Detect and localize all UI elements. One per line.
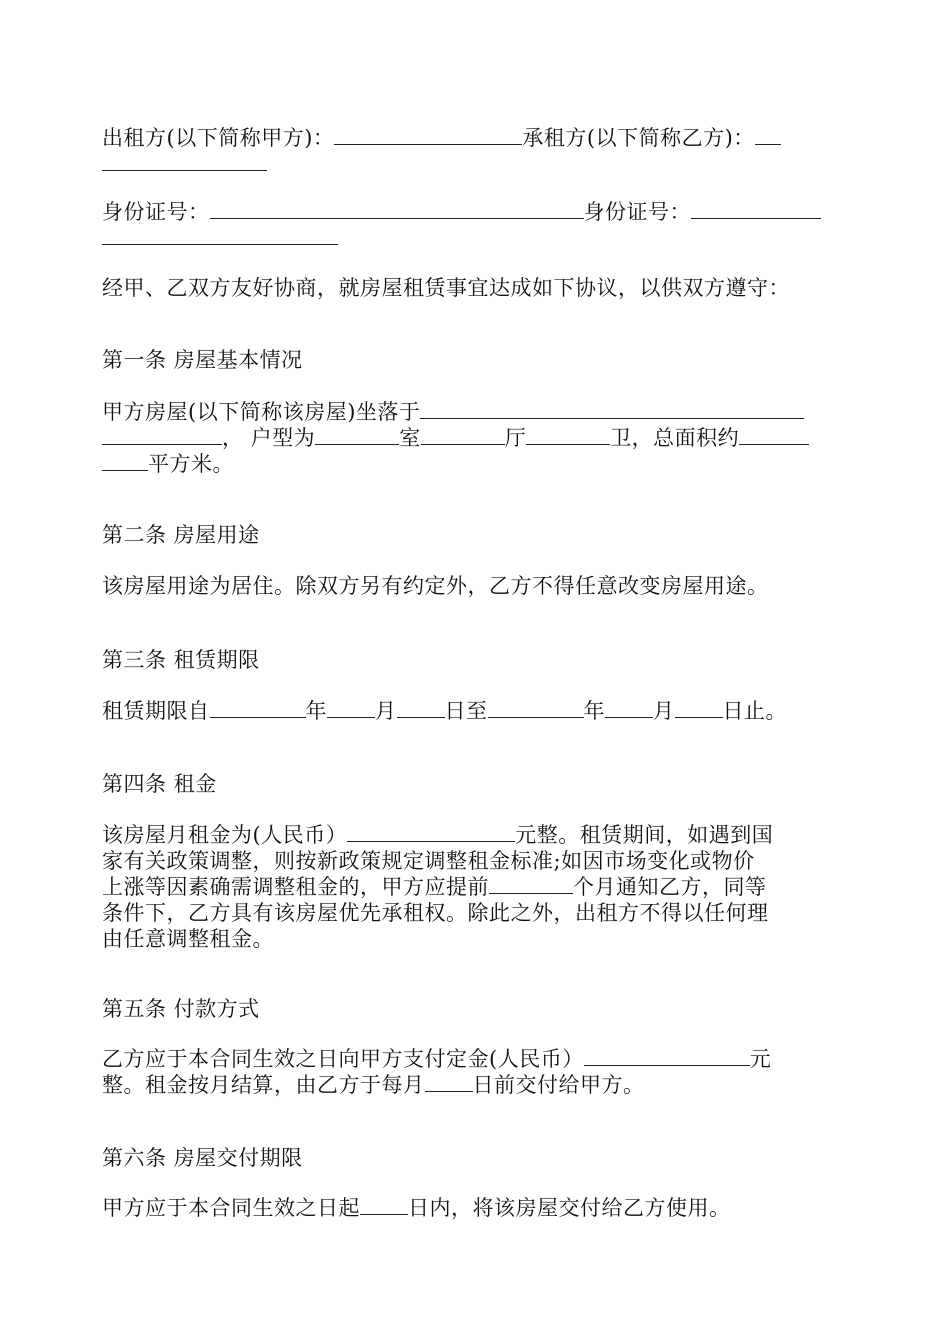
- article1-line1: [102, 399, 804, 425]
- lessor-name-blank[interactable]: [334, 126, 522, 145]
- article4-line1: [102, 822, 773, 848]
- article4-text3a: 上涨等因素确需调整租金的，甲方应提前: [102, 875, 489, 899]
- article1-line3: [102, 451, 234, 477]
- area-blank-cont[interactable]: [102, 452, 148, 471]
- article6-line: [102, 1195, 731, 1221]
- article4-text3b: 个月通知乙方，同等: [573, 875, 767, 899]
- article5-text1b: 元: [749, 1047, 772, 1071]
- article4-text1a: 该房屋月租金为(人民币）: [102, 823, 348, 847]
- article5-line2: [102, 1072, 645, 1098]
- lessee-id-blank-cont[interactable]: [102, 226, 338, 245]
- article3-line: [102, 698, 787, 724]
- article1-text4: 厅: [504, 426, 527, 450]
- lessor-line: [102, 125, 781, 151]
- article4-line3: [102, 874, 767, 900]
- article5-text2b: 日前交付给甲方。: [472, 1073, 645, 1097]
- article4-heading: 第四条 租金: [102, 772, 217, 796]
- article6-text1: 甲方应于本合同生效之日起: [102, 1196, 360, 1220]
- article1-text5: 卫，总面积约: [610, 426, 740, 450]
- rooms-blank[interactable]: [315, 426, 399, 445]
- lessee-name-blank[interactable]: [755, 126, 781, 145]
- start-day-blank[interactable]: [397, 699, 445, 718]
- article5-heading: 第五条 付款方式: [102, 997, 260, 1021]
- article3-text2: 年: [305, 699, 327, 723]
- area-blank[interactable]: [739, 426, 809, 445]
- article1-line2: [102, 425, 809, 451]
- article6-text2: 日内，将该房屋交付给乙方使用。: [408, 1196, 731, 1220]
- article2-text: 该房屋用途为居住。除双方另有约定外，乙方不得任意改变房屋用途。: [102, 574, 769, 598]
- lessor-id-blank[interactable]: [210, 200, 584, 219]
- article4-text1b: 元整。租赁期间，如遇到国: [515, 823, 774, 847]
- lessee-id-blank[interactable]: [691, 200, 821, 219]
- address-blank-cont[interactable]: [102, 426, 222, 445]
- article3-text1: 租赁期限自: [102, 699, 210, 723]
- address-blank[interactable]: [420, 400, 804, 419]
- article2-heading: 第二条 房屋用途: [102, 523, 260, 547]
- article4-line5: 由任意调整租金。: [102, 927, 274, 951]
- article6-heading: 第六条 房屋交付期限: [102, 1146, 303, 1170]
- id-label-lessee: 身份证号：: [583, 200, 691, 224]
- monthly-rent-blank[interactable]: [347, 823, 515, 842]
- article1-text1: 甲方房屋(以下简称该房屋)坐落于: [102, 400, 421, 424]
- article3-text3: 月: [375, 699, 397, 723]
- article3-text7: 日止。: [722, 699, 787, 723]
- deposit-blank[interactable]: [584, 1047, 750, 1066]
- lessee-label: 承租方(以下简称乙方)：: [522, 126, 755, 150]
- start-month-blank[interactable]: [327, 699, 375, 718]
- start-year-blank[interactable]: [210, 699, 306, 718]
- lessee-continuation-line: [102, 151, 267, 177]
- article1-text2: ， 户型为: [222, 426, 316, 450]
- article3-text5: 年: [583, 699, 605, 723]
- intro-text: 经甲、乙双方友好协商，就房屋租赁事宜达成如下协议，以供双方遵守：: [102, 276, 790, 300]
- payment-day-blank[interactable]: [425, 1073, 473, 1092]
- baths-blank[interactable]: [526, 426, 610, 445]
- halls-blank[interactable]: [421, 426, 505, 445]
- lessor-label: 出租方(以下简称甲方)：: [102, 126, 335, 150]
- article4-line2: 家有关政策调整，则按新政策规定调整租金标准;如因市场变化或物价: [102, 849, 755, 873]
- article1-text3: 室: [399, 426, 421, 450]
- id-label-lessor: 身份证号：: [102, 200, 210, 224]
- end-day-blank[interactable]: [675, 699, 723, 718]
- article1-heading: 第一条 房屋基本情况: [102, 348, 303, 372]
- article5-text2a: 整。租金按月结算，由乙方于每月: [102, 1073, 425, 1097]
- article4-line4: 条件下，乙方具有该房屋优先承租权。除此之外，出租方不得以任何理: [102, 901, 769, 925]
- lessee-name-blank-cont[interactable]: [102, 152, 267, 171]
- article3-text6: 月: [653, 699, 675, 723]
- article1-text6: 平方米。: [148, 452, 234, 476]
- id-line: [102, 199, 821, 225]
- article5-text1a: 乙方应于本合同生效之日向甲方支付定金(人民币）: [102, 1047, 584, 1071]
- article3-heading: 第三条 租赁期限: [102, 648, 260, 672]
- article3-text4: 日至: [444, 699, 488, 723]
- id-continuation-line: [102, 225, 338, 251]
- article5-line1: [102, 1046, 771, 1072]
- end-month-blank[interactable]: [605, 699, 653, 718]
- notice-months-blank[interactable]: [489, 875, 573, 894]
- end-year-blank[interactable]: [488, 699, 584, 718]
- delivery-days-blank[interactable]: [360, 1196, 408, 1215]
